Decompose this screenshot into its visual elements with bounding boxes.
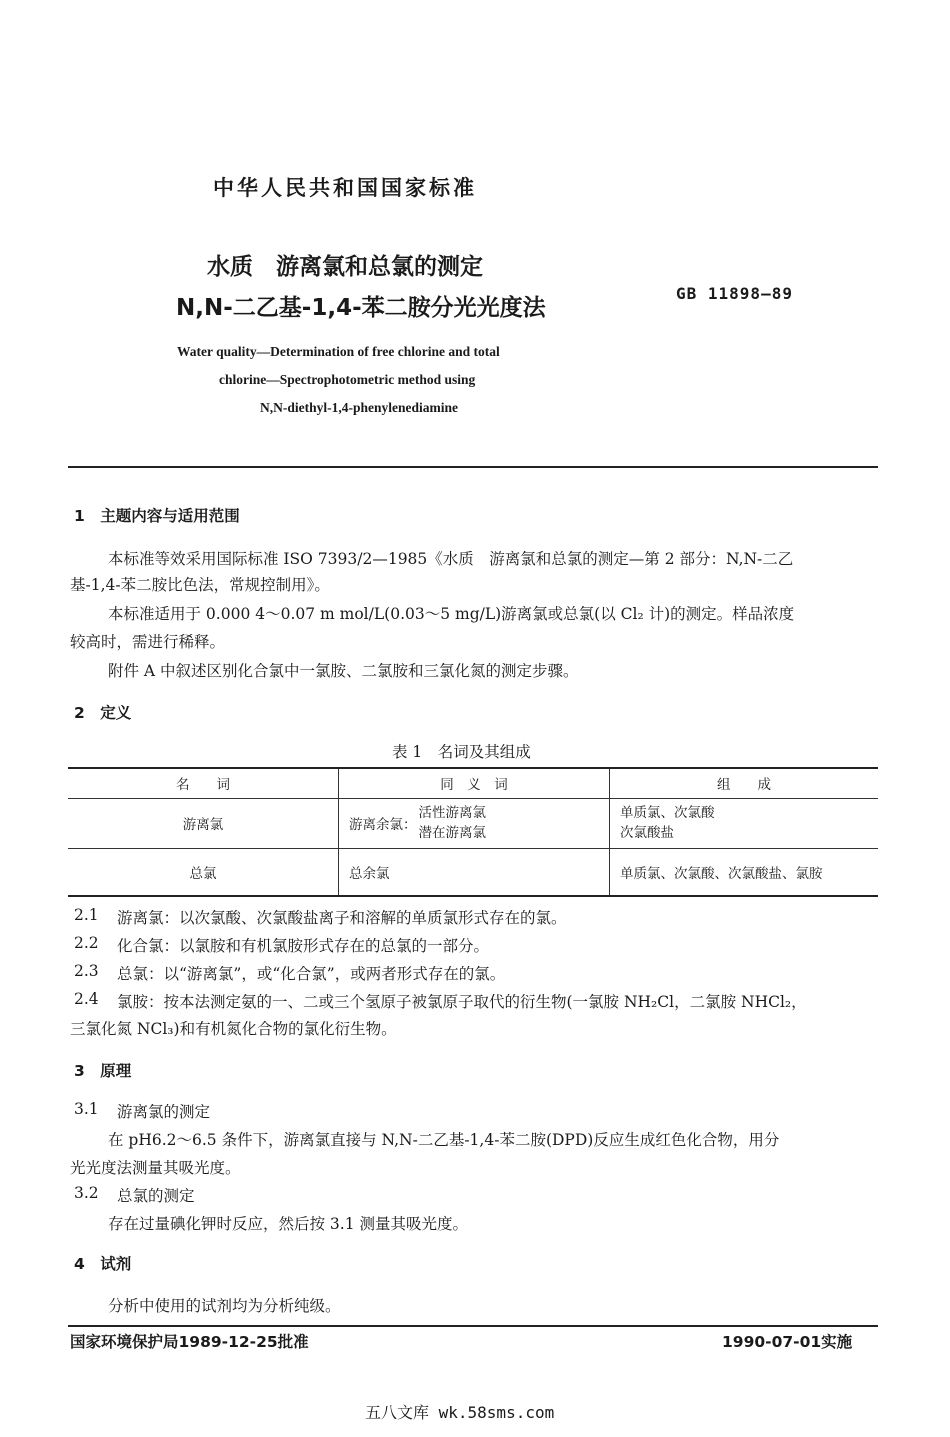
section-1-para-3: 附件 A 中叙述区别化合氯中一氯胺、二氯胺和三氯化氮的测定步骤。 <box>108 662 579 680</box>
footer-divider <box>68 1325 878 1327</box>
standard-code: GB 11898—89 <box>676 284 793 303</box>
watermark-text: 五八文库 wk.58sms.com <box>365 1403 555 1422</box>
section-3-heading: 3 原理 <box>74 1062 132 1080</box>
row1-composition-line-2: 次氯酸盐 <box>620 825 674 841</box>
section-3-2-line-1: 存在过量碘化钾时反应，然后按 3.1 测量其吸光度。 <box>108 1215 469 1233</box>
def-2-2-number: 2.2 <box>74 934 99 952</box>
header-synonym: 同 义 词 <box>339 768 610 798</box>
def-2-2-text: 化合氯：以氯胺和有机氯胺形式存在的总氯的一部分。 <box>117 937 490 955</box>
table-caption: 表 1 名词及其组成 <box>392 743 531 761</box>
table-row <box>68 798 878 848</box>
row1-synonym <box>339 798 610 848</box>
row2-composition: 单质氯、次氯酸、次氯酸盐、氯胺 <box>610 848 879 896</box>
english-title-line-2: chlorine—Spectrophotometric method using <box>219 372 476 387</box>
title-line-2: N,N-二乙基-1,4-苯二胺分光光度法 <box>176 295 546 321</box>
section-1-para-2-line-1: 本标准适用于 0.000 4～0.07 m mol/L(0.03～5 mg/L)游离氯或总氯(以 Cl₂ 计)的测定。样品浓度 <box>108 605 795 623</box>
row1-synonym-item-2: 潜在游离氯 <box>418 825 486 841</box>
english-title-line-3: N,N-diethyl-1,4-phenylenediamine <box>260 400 459 415</box>
table-header-row <box>68 768 878 798</box>
terms-table <box>68 767 878 897</box>
section-1-para-1-line-1: 本标准等效采用国际标准 ISO 7393/2—1985《水质 游离氯和总氯的测定—第 2 部分：N,N-二乙 <box>108 550 794 568</box>
section-1-para-1-line-2: 基-1,4-苯二胺比色法，常规控制用》。 <box>70 576 330 594</box>
approval-date: 国家环境保护局1989-12-25批准 <box>70 1333 309 1351</box>
section-3-1-line-1: 在 pH6.2～6.5 条件下，游离氯直接与 N,N-二乙基-1,4-苯二胺(DPD)反应生成红色化合物，用分 <box>108 1131 780 1149</box>
table-row <box>68 848 878 896</box>
header-term: 名 词 <box>176 777 230 794</box>
title-line-1: 水质 游离氯和总氯的测定 <box>207 254 483 280</box>
def-2-4-number: 2.4 <box>74 990 99 1008</box>
header-divider <box>68 466 878 468</box>
section-3-1-number: 3.1 <box>74 1100 99 1118</box>
section-3-2-number: 3.2 <box>74 1184 99 1202</box>
def-2-4-line-1: 氯胺：按本法测定氨的一、二或三个氢原子被氯原子取代的衍生物(一氯胺 NH₂Cl，二氯胺 NHCl₂， <box>117 993 807 1011</box>
section-3-2-title: 总氯的测定 <box>117 1187 195 1205</box>
row1-term: 游离氯 <box>182 817 224 833</box>
row2-term: 总氯 <box>189 865 217 882</box>
def-2-3-number: 2.3 <box>74 962 99 980</box>
row1-synonym-item-1: 活性游离氯 <box>418 805 486 821</box>
section-4-heading: 4 试剂 <box>74 1255 132 1273</box>
row2-synonym: 总余氯 <box>339 848 610 896</box>
row1-composition-line-1: 单质氯、次氯酸 <box>620 805 715 821</box>
def-2-1-text: 游离氯：以次氯酸、次氯酸盐离子和溶解的单质氯形式存在的氯。 <box>117 909 567 927</box>
section-4-para-1: 分析中使用的试剂均为分析纯级。 <box>108 1297 341 1315</box>
section-3-1-title: 游离氯的测定 <box>117 1103 211 1121</box>
english-title-line-1: Water quality—Determination of free chlorine and total <box>177 344 500 359</box>
section-1-heading: 1 主题内容与适用范围 <box>74 507 240 525</box>
row1-composition <box>610 798 879 848</box>
def-2-4-line-2: 三氯化氮 NCl₃)和有机氮化合物的氯化衍生物。 <box>70 1020 397 1038</box>
implementation-date: 1990-07-01实施 <box>722 1333 853 1351</box>
row1-synonym-prefix: 游离余氯： <box>349 817 417 833</box>
section-1-para-2-line-2: 较高时，需进行稀释。 <box>70 633 226 651</box>
national-standard-label: 中华人民共和国国家标准 <box>213 176 477 200</box>
section-2-heading: 2 定义 <box>74 704 132 722</box>
header-composition: 组 成 <box>610 768 879 798</box>
def-2-1-number: 2.1 <box>74 906 99 924</box>
def-2-3-text: 总氯：以“游离氯”，或“化合氯”，或两者形式存在的氯。 <box>117 965 506 983</box>
section-3-1-line-2: 光光度法测量其吸光度。 <box>70 1159 241 1177</box>
